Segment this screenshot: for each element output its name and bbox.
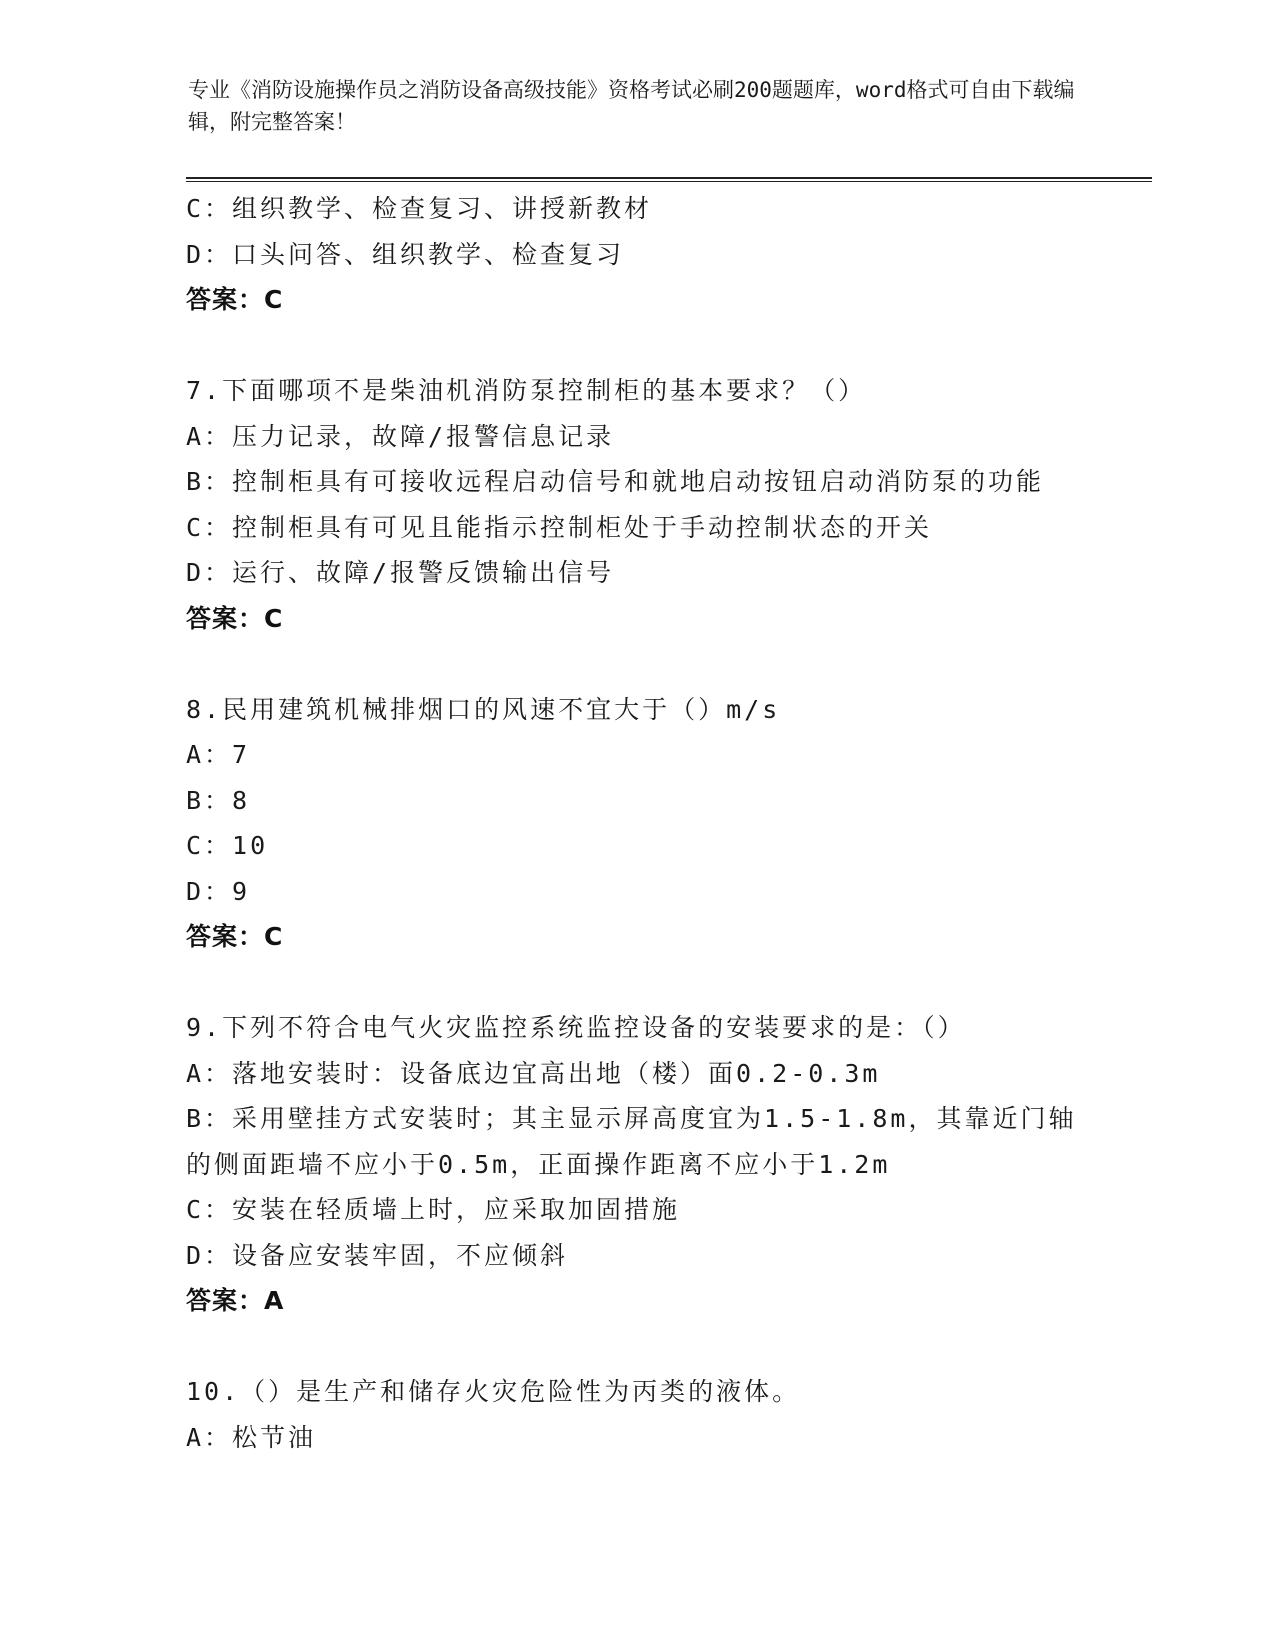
- option-c: C：组织教学、检查复习、讲授新教材: [186, 194, 653, 223]
- option-a: A：松节油: [186, 1422, 317, 1452]
- question-stem: 9.下列不符合电气火灾监控系统监控设备的安装要求的是：（）: [186, 1013, 966, 1042]
- spacer: [186, 323, 1086, 369]
- question-9: [186, 1005, 1086, 1324]
- question-stem: 10.（）是生产和储存火灾危险性为丙类的液体。: [186, 1377, 801, 1406]
- option-a: A：7: [186, 740, 251, 769]
- option-d: D：设备应安装牢固，不应倾斜: [186, 1240, 569, 1270]
- spacer: [186, 960, 1086, 1006]
- spacer: [186, 1324, 1086, 1370]
- question-8: [186, 687, 1086, 960]
- spacer: [186, 641, 1086, 687]
- question-stem: 8.民用建筑机械排烟口的风速不宜大于（）m/s: [186, 694, 781, 724]
- option-d: D：口头问答、组织教学、检查复习: [186, 239, 625, 269]
- option-d: D：9: [186, 876, 251, 906]
- option-b: B：采用壁挂方式安装时；其主显示屏高度宜为1.5-1.8m，其靠近门轴的侧面距墙不应小于0.5m，正面操作距离不应小于1.2m: [186, 1104, 1077, 1179]
- answer: 答案：C: [186, 285, 284, 314]
- page-header: [188, 74, 1088, 138]
- option-a: A：落地安装时：设备底边宜高出地（楼）面0.2-0.3m: [186, 1058, 881, 1088]
- question-list: [186, 186, 1086, 1460]
- question-7: [186, 368, 1086, 641]
- question-stem: 7.下面哪项不是柴油机消防泵控制柜的基本要求？（）: [186, 376, 867, 405]
- answer: 答案：A: [186, 1286, 285, 1315]
- answer: 答案：C: [186, 603, 284, 633]
- question-10: [186, 1369, 1086, 1460]
- header-text: 专业《消防设施操作员之消防设备高级技能》资格考试必刷200题题库，word格式可自由下载编辑，附完整答案！: [188, 78, 1075, 134]
- option-b: B：控制柜具有可接收远程启动信号和就地启动按钮启动消防泵的功能: [186, 467, 1045, 496]
- option-c: C：安装在轻质墙上时，应采取加固措施: [186, 1195, 681, 1224]
- option-b: B：8: [186, 785, 251, 815]
- answer: 答案：C: [186, 922, 284, 951]
- question-6: [186, 186, 1086, 323]
- option-c: C：控制柜具有可见且能指示控制柜处于手动控制状态的开关: [186, 512, 933, 542]
- header-divider: [186, 177, 1152, 182]
- option-c: C：10: [186, 831, 269, 860]
- option-d: D：运行、故障/报警反馈输出信号: [186, 558, 615, 587]
- option-a: A：压力记录，故障/报警信息记录: [186, 421, 615, 451]
